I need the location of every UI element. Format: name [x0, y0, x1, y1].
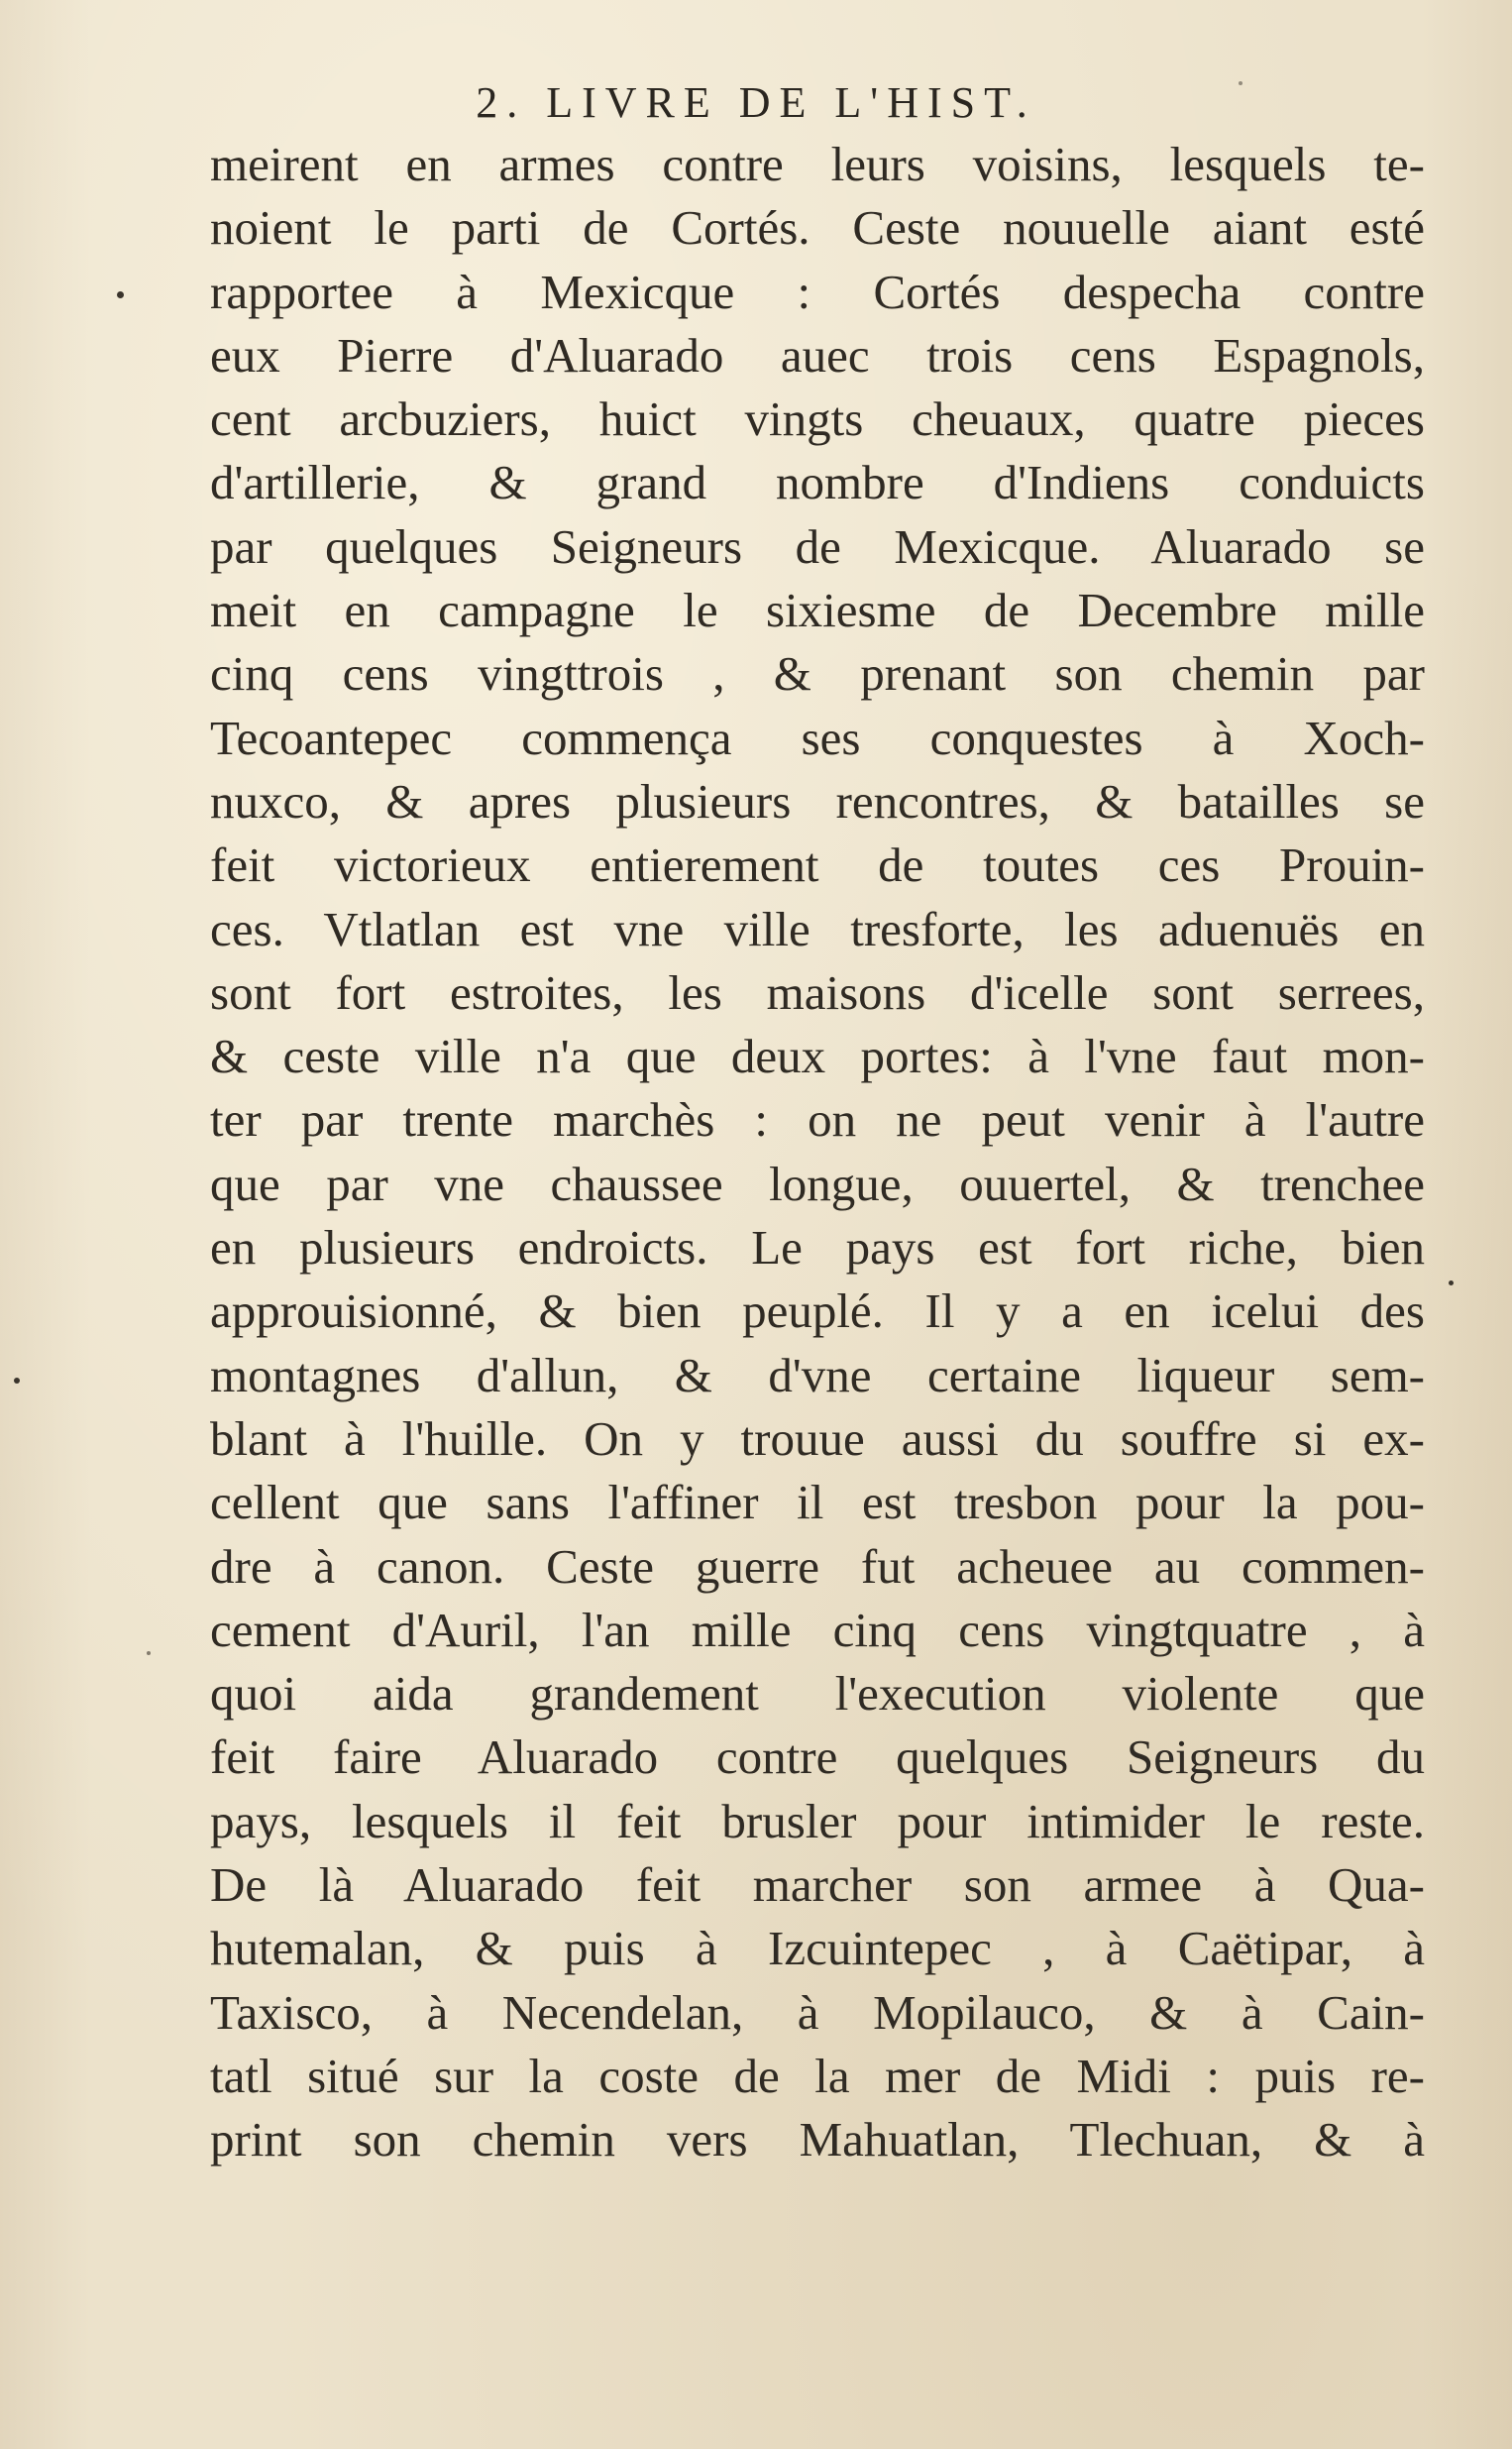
- text-line: De là Aluarado feit marcher son armee à Qua-: [210, 1857, 1425, 1913]
- text-line: quoi aida grandement l'execution violente que: [210, 1666, 1425, 1722]
- text-line: Tecoantepec commença ses conquestes à Xoch-: [210, 710, 1425, 765]
- text-line: nuxco, & apres plusieurs rencontres, & batailles se: [210, 773, 1425, 829]
- running-head: 2. LIVRE DE L'HIST.: [476, 78, 1036, 127]
- text-line: Taxisco, à Necendelan, à Mopilauco, & à Cain-: [210, 1984, 1425, 2040]
- paper-speck: [1449, 1280, 1454, 1285]
- text-line: feit faire Aluarado contre quelques Seigneurs du: [210, 1729, 1425, 1785]
- text-line: dre à canon. Ceste guerre fut acheuee au commen-: [210, 1538, 1425, 1594]
- text-line: eux Pierre d'Aluarado auec trois cens Espagnols,: [210, 327, 1425, 383]
- text-line: hutemalan, & puis à Izcuintepec , à Caëtipar, à: [210, 1921, 1425, 1976]
- text-line: cement d'Auril, l'an mille cinq cens vingtquatre , à: [210, 1602, 1425, 1657]
- text-line: meit en campagne le sixiesme de Decembre mille: [210, 583, 1425, 638]
- text-line: cinq cens vingttrois , & prenant son chemin par: [210, 646, 1425, 702]
- paper-speck: [117, 291, 124, 298]
- text-line: feit victorieux entierement de toutes ces Prouin-: [210, 837, 1425, 893]
- text-line: print son chemin vers Mahuatlan, Tlechuan, & à: [210, 2112, 1425, 2168]
- text-line: tatl situé sur la coste de la mer de Midi : puis re-: [210, 2048, 1425, 2103]
- text-line: approuisionné, & bien peuplé. Il y a en icelui des: [210, 1283, 1425, 1339]
- text-line: meirent en armes contre leurs voisins, lesquels te-: [210, 137, 1425, 191]
- text-line: blant à l'huille. On y trouue aussi du souffre si ex-: [210, 1410, 1425, 1466]
- text-line: que par vne chaussee longue, ouuertel, & trenchee: [210, 1156, 1425, 1211]
- text-line: ter par trente marchès : on ne peut venir à l'autre: [210, 1092, 1425, 1148]
- text-line: par quelques Seigneurs de Mexicque. Aluarado se: [210, 518, 1425, 574]
- paper-speck: [1239, 81, 1242, 85]
- text-line: & ceste ville n'a que deux portes: à l'vne faut mon-: [210, 1029, 1425, 1084]
- text-line: rapportee à Mexicque : Cortés despecha contre: [210, 264, 1425, 319]
- text-line: en plusieurs endroicts. Le pays est fort riche, bien: [210, 1220, 1425, 1276]
- text-line: pays, lesquels il feit brusler pour intimider le reste.: [210, 1793, 1425, 1848]
- text-line: noient le parti de Cortés. Ceste nouuelle aiant esté: [210, 200, 1425, 256]
- text-line: montagnes d'allun, & d'vne certaine liqueur sem-: [210, 1347, 1425, 1402]
- text-line: sont fort estroites, les maisons d'icelle sont serrees,: [210, 964, 1425, 1020]
- text-line: cellent que sans l'affiner il est tresbon pour la pou-: [210, 1475, 1425, 1530]
- text-line: ces. Vtlatlan est vne ville tresforte, les aduenuës en: [210, 901, 1425, 956]
- paper-speck: [14, 1378, 20, 1384]
- text-line: cent arcbuziers, huict vingts cheuaux, quatre pieces: [210, 391, 1425, 447]
- body-text: [210, 133, 1425, 2172]
- paper-speck: [147, 1651, 151, 1655]
- text-line: d'artillerie, & grand nombre d'Indiens conduicts: [210, 455, 1425, 510]
